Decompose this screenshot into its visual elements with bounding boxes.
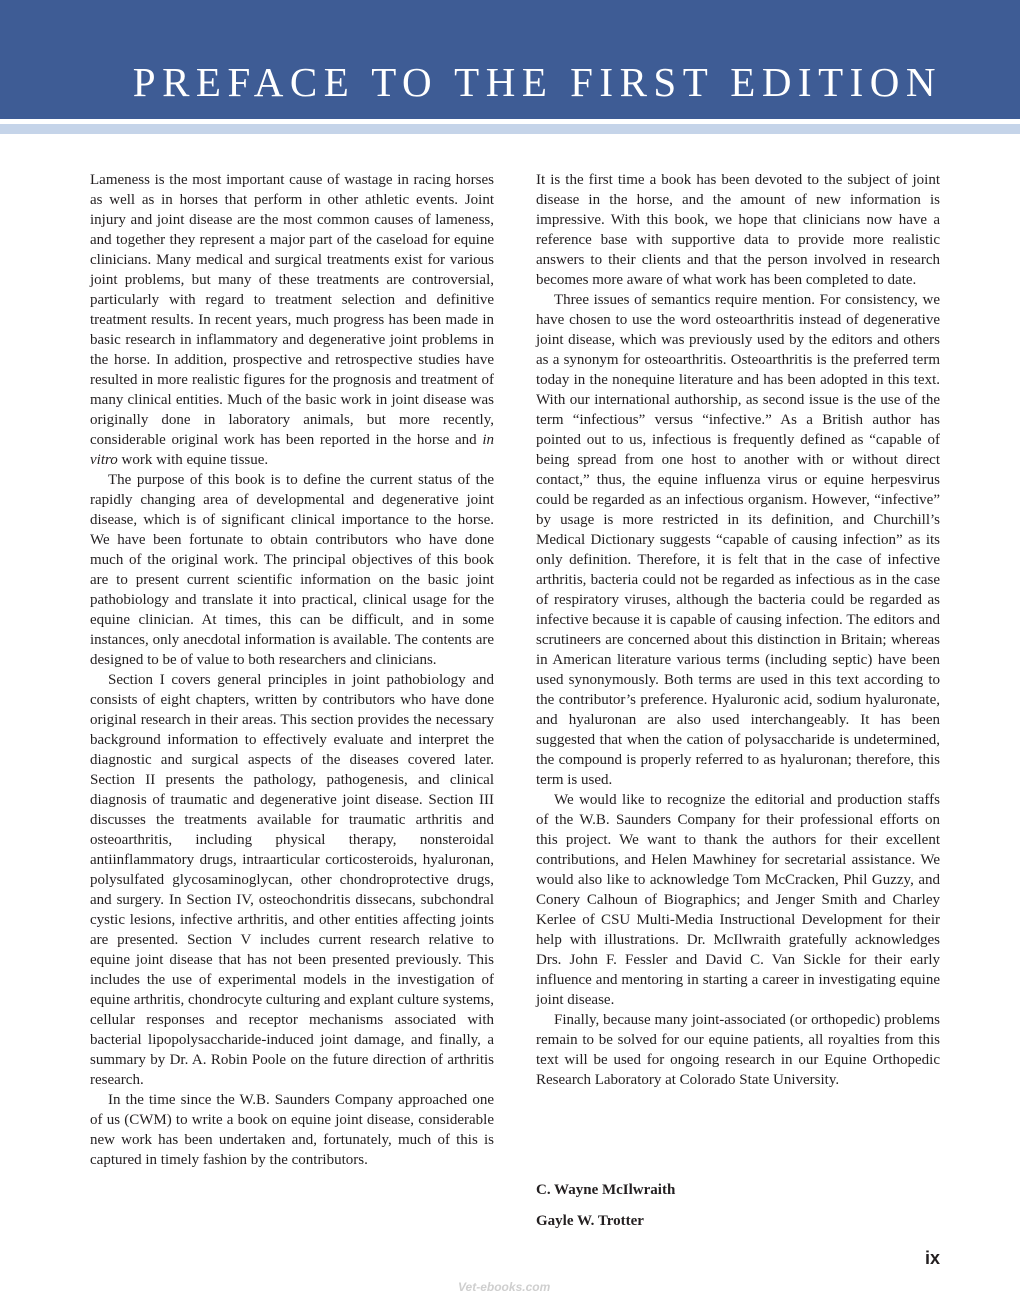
paragraph-text: work with equine tissue. [117, 452, 269, 468]
right-column [536, 170, 940, 1090]
watermark: Vet-ebooks.com [458, 1280, 551, 1294]
italic-term: in vitro [90, 432, 494, 468]
paragraph: Finally, because many joint-associated (or orthopedic) problems remain to be solved for our equine patients, all royalties from this text will be used for ongoing research in our Equine Orthopedic Research Laboratory at Colorado State University. [536, 1012, 940, 1088]
signature-author-2: Gayle W. Trotter [536, 1213, 644, 1229]
paragraph: In the time since the W.B. Saunders Company approached one of us (CWM) to write a book on equine joint disease, considerable new work has been undertaken and, fortunately, much of this is captured in timely fashion by the contributors. [90, 1092, 494, 1168]
signature-author-1: C. Wayne McIlwraith [536, 1182, 676, 1198]
paragraph: The purpose of this book is to define the current status of the rapidly changing area of developmental and degenerative joint disease, which is of significant clinical importance to the horse. We have been fortunate to obtain contributors who have done much of the original work. The principal objectives of this book are to present current scientific information on the basic joint pathobiology and translate it into practical, clinical usage for the equine clinician. At times, this can be difficult, and in some instances, only anecdotal information is available. The contents are designed to be of value to both researchers and clinicians. [90, 472, 494, 668]
page-number: ix [924, 1248, 940, 1268]
header-rule [0, 124, 1020, 134]
page-title: PREFACE TO THE FIRST EDITION [132, 59, 942, 105]
paragraph: We would like to recognize the editorial and production staffs of the W.B. Saunders Company for their professional efforts on this project. We want to thank the authors for their excellent contributions, and Helen Mawhiney for secretarial assistance. We would also like to acknowledge Tom McCracken, Phil Guzzy, and Conery Calhoun of Biographics; and Jenger Smith and Charley Kerlee of CSU Multi-Media Instructional Development for their help with illustrations. Dr. McIlwraith gratefully acknowledges Drs. John F. Fessler and David C. Van Sickle for their early influence and mentoring in starting a career in investigating equine joint disease. [536, 792, 940, 1008]
paragraph: Section I covers general principles in joint pathobiology and consists of eight chapters, written by contributors who have done original research in their areas. This section provides the necessary background information to effectively evaluate and interpret the diagnostic and surgical aspects of the diseases covered later. Section II presents the pathology, pathogenesis, and clinical diagnosis of traumatic and degenerative joint disease. Section III discusses the treatments available for traumatic arthritis and osteoarthritis, including physical therapy, nonsteroidal antiinflammatory drugs, intraarticular corticosteroids, hyaluronan, polysulfated glycosaminoglycan, other chondroprotective drugs, and surgery. In Section IV, osteochondritis dissecans, subchondral cystic lesions, infective arthritis, and other entities affecting joints are presented. Section V includes current research relative to equine joint disease that has not been presented previously. This includes the use of experimental models in the investigation of equine arthritis, chondrocyte culturing and explant culture systems, cellular responses and receptor mechanisms associated with bacterial lipopolysaccharide-induced joint damage, and finally, a summary by Dr. A. Robin Poole on the future direction of arthritis research. [90, 672, 494, 1088]
paragraph-text: Lameness is the most important cause of wastage in racing horses as well as in horses that perform in other athletic events. Joint injury and joint disease are the most common causes of lameness, and together they represent a major part of the caseload for equine clinicians. Many medical and surgical treatments exist for various joint problems, but many of these treatments are controversial, particularly with regard to treatment selection and definitive treatment results. In recent years, much progress has been made in basic research in inflammatory and degenerative joint problems in the horse. In addition, prospective and retrospective studies have resulted in more realistic figures for the prognosis and treatment of many clinical entities. Much of the basic work in joint disease was originally done in laboratory animals, but more recently, considerable original work has been reported in the horse and [90, 172, 494, 448]
header-banner [0, 0, 1020, 119]
paragraph: It is the first time a book has been devoted to the subject of joint disease in the horse, and the amount of new information is impressive. With this book, we hope that clinicians now have a reference base with supportive data to provide more realistic answers to their clients and that the person involved in research becomes more aware of what work has been completed to date. [536, 172, 940, 288]
paragraph: Three issues of semantics require mention. For consistency, we have chosen to use the word osteoarthritis instead of degenerative joint disease, which was previously used by the editors and others as a synonym for osteoarthritis. Osteoarthritis is the preferred term today in the nonequine literature and has been adopted in this text. With our international authorship, as second issue is the use of the term “infectious” versus “infective.” As a British author has pointed out to us, infectious is frequently defined as “capable of being spread from one host to another with or without direct contact,” thus, the equine influenza virus or equine herpesvirus could be regarded as an infectious organism. However, “infective” by usage is more restricted in its definition, and Churchill’s Medical Dictionary suggests “capable of causing infection” as its only definition. Therefore, it is felt that in the case of infective arthritis, bacteria could not be regarded as infectious as in the case of respiratory viruses, although the bacteria could be regarded as infective because it is capable of causing infection. The editors and scrutineers are concerned about this distinction in Britain; whereas in American literature various terms (including septic) have been used synonymously. Both terms are used in this text according to the contributor’s preference. Hyaluronic acid, sodium hyaluronate, and hyaluronan are also used interchangeably. It has been suggested that when the cation of polysaccharide is undetermined, the compound is properly referred to as hyaluronan; therefore, this term is used. [536, 292, 940, 788]
left-column [90, 170, 494, 1170]
paragraph [90, 170, 494, 470]
